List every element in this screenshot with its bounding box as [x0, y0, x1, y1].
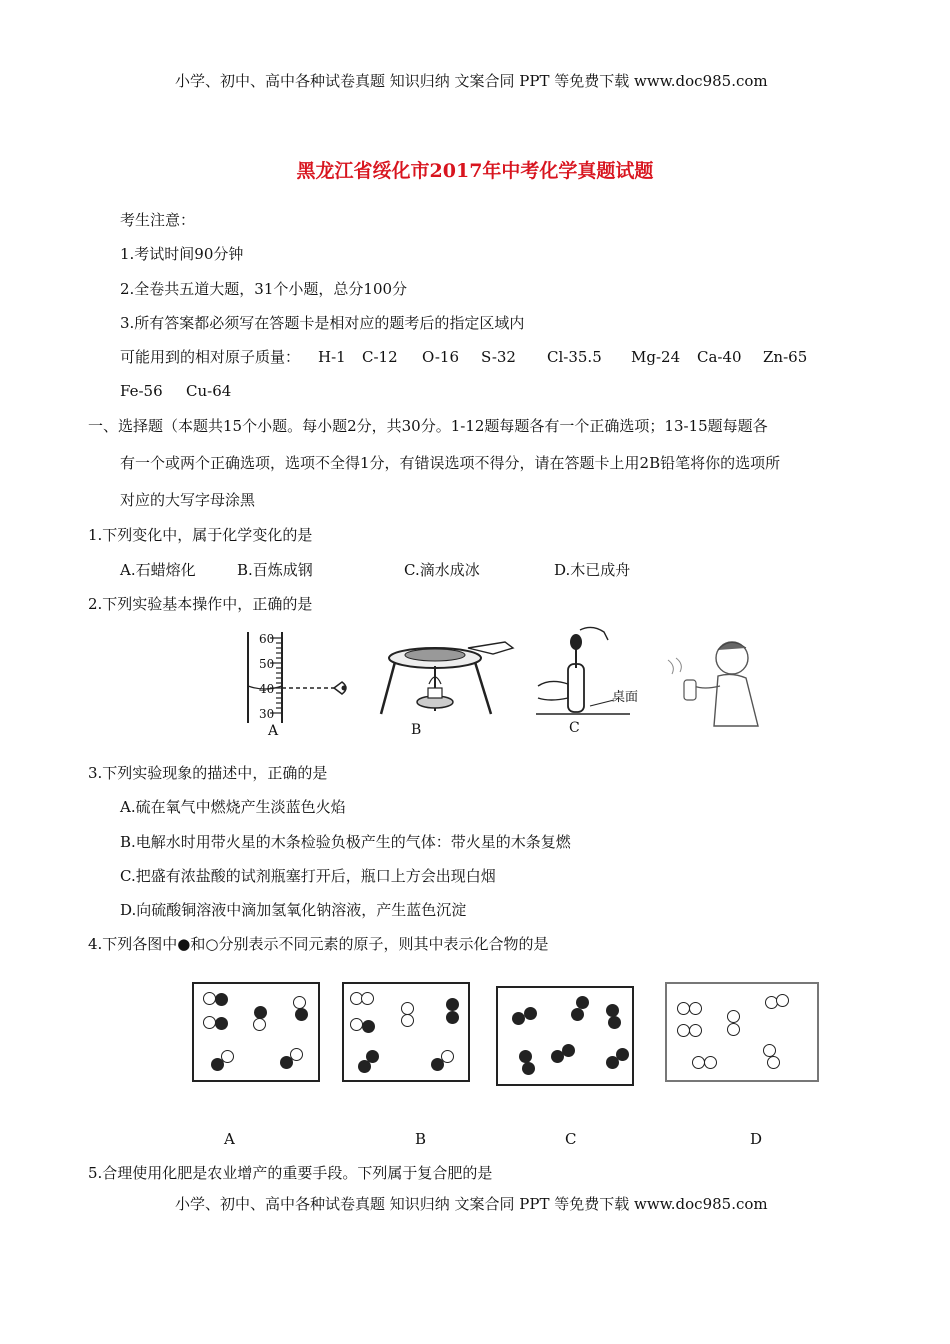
question-stem: 3.下列实验现象的描述中，正确的是: [88, 764, 328, 782]
atom-white: [253, 1018, 266, 1031]
atom-black: [576, 996, 589, 1009]
atom-white: [689, 1002, 702, 1015]
atom-black: [431, 1058, 444, 1071]
option-b: B.电解水时用带火星的木条检验负极产生的气体：带火星的木条复燃: [120, 833, 571, 851]
page-title: 黑龙江省绥化市2017年中考化学真题试题: [296, 160, 654, 182]
desk-label: 桌面: [612, 690, 639, 705]
option-a: A.石蜡熔化: [120, 561, 196, 579]
figure-label: B: [411, 722, 422, 738]
atomic-masses-label: 可能用到的相对原子质量：: [120, 348, 301, 366]
atomic-mass: C-12: [362, 348, 398, 366]
option-c: C.滴水成冰: [404, 561, 480, 579]
atomic-mass: Cl-35.5: [547, 348, 602, 366]
option-d: D.木已成舟: [554, 561, 631, 579]
molecule-diagram-a: [192, 982, 320, 1082]
page-footer: 小学、初中、高中各种试卷真题 知识归纳 文案合同 PPT 等免费下载 www.doc985.com: [175, 1195, 768, 1213]
question-stem: 1.下列变化中，属于化学变化的是: [88, 526, 313, 544]
cylinder-tick: 40: [259, 682, 275, 696]
atom-white: [401, 1014, 414, 1027]
question-stem: 2.下列实验基本操作中，正确的是: [88, 595, 313, 613]
atom-black: [524, 1007, 537, 1020]
figure-label: A: [268, 723, 279, 739]
atom-white: [767, 1056, 780, 1069]
atom-black: [362, 1020, 375, 1033]
atom-black: [358, 1060, 371, 1073]
cylinder-tick: 50: [259, 657, 275, 671]
atom-black: [571, 1008, 584, 1021]
atom-white: [727, 1010, 740, 1023]
atom-white: [776, 994, 789, 1007]
figure-label: B: [415, 1130, 427, 1148]
section-instructions: 一、选择题（本题共15个小题。每小题2分，共30分。1-12题每题各有一个正确选项；13-15题每题各: [88, 417, 768, 435]
figure-evaporation-tripod: [373, 626, 523, 740]
figure-cylinder-reading: [230, 628, 370, 740]
figure-smelling-reagent: [662, 630, 772, 740]
page-header: 小学、初中、高中各种试卷真题 知识归纳 文案合同 PPT 等免费下载 www.doc985.com: [175, 72, 768, 90]
option-b: B.百炼成钢: [237, 561, 313, 579]
atom-black: [215, 993, 228, 1006]
section-instructions: 对应的大写字母涂黑: [120, 491, 256, 509]
atomic-mass: Ca-40: [697, 348, 742, 366]
atom-black: [254, 1006, 267, 1019]
figure-label: A: [224, 1130, 235, 1148]
figure-label: D: [750, 1130, 763, 1148]
atom-white: [350, 1018, 363, 1031]
question-stem: 4.下列各图中●和○分别表示不同元素的原子，则其中表示化合物的是: [88, 935, 549, 953]
atomic-mass: Mg-24: [631, 348, 681, 366]
atom-white: [689, 1024, 702, 1037]
atom-black: [522, 1062, 535, 1075]
atom-black: [295, 1008, 308, 1021]
molecule-diagram-b: [342, 982, 470, 1082]
atom-black: [519, 1050, 532, 1063]
molecule-diagram-d: [665, 982, 819, 1082]
option-a: A.硫在氧气中燃烧产生淡蓝色火焰: [120, 798, 346, 816]
cylinder-tick: 60: [259, 632, 275, 646]
atom-black: [215, 1017, 228, 1030]
atomic-mass: Cu-64: [186, 382, 232, 400]
atom-black: [606, 1004, 619, 1017]
option-d: D.向硫酸铜溶液中滴加氢氧化钠溶液，产生蓝色沉淀: [120, 901, 467, 919]
atom-black: [280, 1056, 293, 1069]
atom-black: [608, 1016, 621, 1029]
notice-item: 3.所有答案都必须写在答题卡是相对应的题考后的指定区域内: [120, 314, 525, 332]
molecule-diagram-c: [496, 986, 634, 1086]
atomic-mass: O-16: [422, 348, 460, 366]
notice-item: 2.全卷共五道大题，31个小题，总分100分: [120, 280, 408, 298]
atom-white: [293, 996, 306, 1009]
notice-item: 1.考试时间90分钟: [120, 245, 244, 263]
notice-heading: 考生注意：: [120, 211, 196, 229]
option-c: C.把盛有浓盐酸的试剂瓶塞打开后，瓶口上方会出现白烟: [120, 867, 496, 885]
section-instructions: 有一个或两个正确选项，选项不全得1分，有错误选项不得分，请在答题卡上用2B铅笔将你的选项所: [120, 454, 781, 472]
cylinder-tick: 30: [259, 707, 275, 721]
question-stem: 5.合理使用化肥是农业增产的重要手段。下列属于复合肥的是: [88, 1164, 493, 1182]
atomic-mass: Fe-56: [120, 382, 163, 400]
atomic-mass: Zn-65: [763, 348, 808, 366]
atomic-mass: S-32: [481, 348, 516, 366]
atom-white: [704, 1056, 717, 1069]
figure-label: C: [569, 720, 580, 736]
atom-black: [446, 998, 459, 1011]
atomic-mass: H-1: [318, 348, 346, 366]
atom-black: [616, 1048, 629, 1061]
atom-black: [446, 1011, 459, 1024]
figure-label: C: [565, 1130, 577, 1148]
figure-dropper-test-tube: [530, 626, 640, 740]
atom-black: [562, 1044, 575, 1057]
atom-white: [361, 992, 374, 1005]
atom-black: [211, 1058, 224, 1071]
atom-white: [727, 1023, 740, 1036]
